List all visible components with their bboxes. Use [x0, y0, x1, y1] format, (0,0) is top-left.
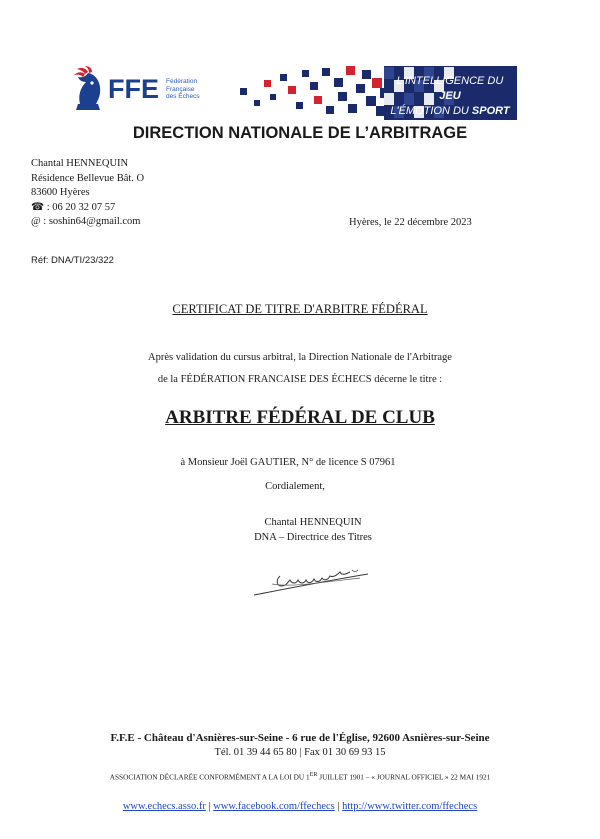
intro-line-2: de la FÉDÉRATION FRANCAISE DES ÉCHECS décerne le titre : [157, 374, 443, 385]
footer-legal: ASSOCIATION DÉCLARÉE CONFORMÉMENT A LA LOI DU 1ER JUILLET 1901 – « JOURNAL OFFICIEL » 22 MAI 1921 [109, 772, 491, 782]
signatory-role: DNA – Directrice des Titres [254, 532, 372, 543]
ffe-logo [68, 66, 218, 116]
letter-date: Hyères, le 22 décembre 2023 [349, 217, 472, 228]
footer-links [0, 801, 600, 812]
sender-email: @ : soshin64@gmail.com [31, 216, 141, 227]
sender-address-line2: 83600 Hyères [31, 187, 90, 198]
knight-logo-icon [68, 66, 110, 114]
sender-name: Chantal HENNEQUIN [31, 158, 129, 169]
banner-slogan: L'INTELLIGENCE DU JEU L'ÉMOTION DU SPORT [390, 75, 510, 117]
department-title: DIRECTION NATIONALE DE L’ARBITRAGE [132, 124, 468, 142]
twitter-link[interactable]: http://www.twitter.com/ffechecs [342, 801, 478, 812]
reference-number: Réf: DNA/TI/23/322 [31, 255, 114, 266]
intro-line-1: Après validation du cursus arbitral, la Direction Nationale de l'Arbitrage [148, 352, 452, 363]
phone-icon: ☎ [31, 201, 45, 213]
recipient-line: à Monsieur Joël GAUTIER, N° de licence S 07961 [180, 457, 396, 468]
certificate-title: CERTIFICAT DE TITRE D'ARBITRE FÉDÉRAL [172, 302, 428, 316]
handwritten-signature [250, 562, 375, 600]
closing-line: Cordialement, [265, 481, 325, 492]
sender-phone: ☎ : 06 20 32 07 57 [31, 201, 116, 213]
facebook-link[interactable]: www.facebook.com/ffechecs [213, 801, 335, 812]
logo-ffe-text: FFE [108, 74, 159, 104]
sender-address-block [31, 157, 144, 230]
awarded-title: ARBITRE FÉDÉRAL DE CLUB [165, 407, 435, 428]
website-link[interactable]: www.echecs.asso.fr [122, 801, 206, 812]
link-separator: | [334, 801, 343, 812]
logo-subtitle: Fédération Française des Échecs [166, 78, 200, 100]
signatory-name: Chantal HENNEQUIN [264, 517, 362, 528]
footer-contact: Tél. 01 39 44 65 80 | Fax 01 30 69 93 15 [214, 747, 386, 758]
link-separator: | [205, 801, 214, 812]
footer-address: F.F.E - Château d'Asnières-sur-Seine - 6 rue de l'Église, 92600 Asnières-sur-Seine [110, 732, 490, 744]
sender-address-line1: Résidence Bellevue Bât. O [31, 172, 145, 184]
